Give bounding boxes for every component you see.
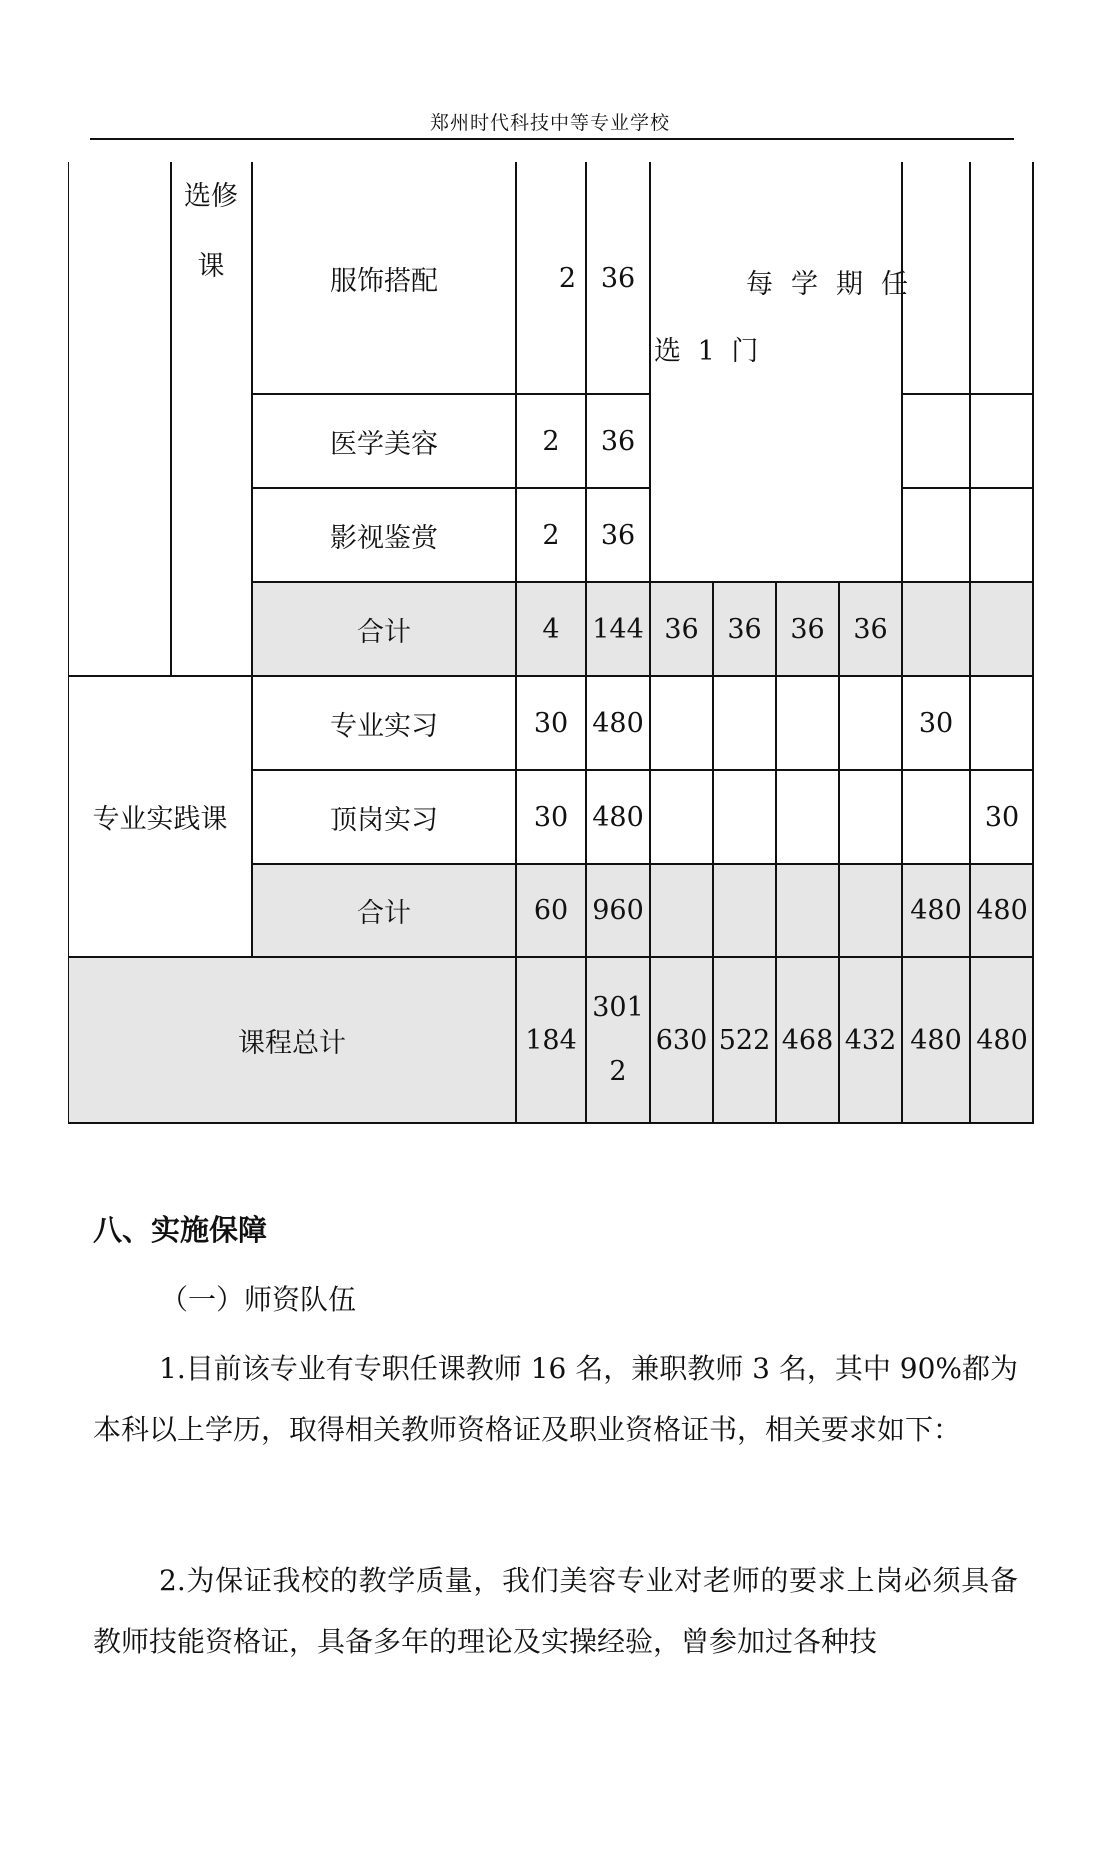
elective-group-label [184, 162, 244, 302]
practice-2-term-6: 30 [984, 801, 1020, 833]
elective-name-3: 影视鉴赏 [330, 522, 438, 554]
page-header: 郑州时代科技中等专业学校 [429, 112, 670, 134]
elective-note-line1: 每学期任 [746, 269, 926, 300]
grand-total-credits: 184 [525, 1024, 577, 1056]
practice-total-term-5: 480 [910, 895, 962, 926]
practice-1-term-5: 30 [918, 707, 954, 739]
elective-total-term-1: 36 [664, 613, 699, 645]
elective-total-term-2: 36 [727, 613, 762, 645]
elective-name-2: 医学美容 [330, 428, 438, 460]
grand-total-term-6: 480 [976, 1024, 1028, 1056]
practice-total-credits: 60 [533, 895, 569, 926]
elective-credits-2: 2 [542, 425, 560, 457]
grand-total-term-2: 522 [718, 1024, 771, 1056]
elective-hours-2: 36 [600, 425, 636, 457]
grand-total-term-4: 432 [844, 1024, 897, 1056]
elective-total-label: 合计 [357, 616, 411, 648]
paragraph-2: 2.为保证我校的教学质量，我们美容专业对老师的要求上岗必须具备教师技能资格证，具备多年的理论及实操经验，曾参加过各种技 [93, 1564, 1018, 1658]
elective-credits-1: 2 [558, 262, 576, 294]
header-rule [90, 138, 1014, 140]
practice-hours-2: 480 [592, 801, 644, 833]
practice-name-1: 专业实习 [330, 710, 438, 742]
elective-total-credits: 4 [542, 613, 560, 645]
practice-group-label: 专业实践课 [92, 804, 228, 835]
elective-total-term-3: 36 [790, 613, 825, 645]
elective-name-1: 服饰搭配 [330, 265, 438, 297]
practice-total-term-6: 480 [976, 895, 1028, 926]
practice-credits-2: 30 [533, 801, 569, 833]
practice-hours-1: 480 [592, 707, 644, 739]
elective-hours-3: 36 [600, 519, 636, 551]
elective-group-text: 选修课 [184, 181, 238, 282]
grand-total-hours-line2: 2 [609, 1056, 627, 1087]
grand-total-term-1: 630 [655, 1024, 708, 1056]
elective-credits-3: 2 [542, 519, 560, 551]
grand-total-term-3: 468 [781, 1024, 834, 1056]
grand-total-term-5: 480 [910, 1024, 962, 1056]
section-title: 八、实施保障 [93, 1213, 268, 1247]
paragraph-1: 1.目前该专业有专职任课教师 16 名，兼职教师 3 名，其中 90%都为本科以上学历，取得相关教师资格证及职业资格证书，相关要求如下： [93, 1352, 1018, 1446]
section-subtitle: （一）师资队伍 [160, 1283, 357, 1316]
elective-note-line2: 选 1 门 [654, 336, 763, 367]
grand-total-hours [586, 957, 650, 1123]
practice-credits-1: 30 [533, 707, 569, 739]
grand-total-label: 课程总计 [238, 1027, 346, 1059]
practice-name-2: 顶岗实习 [330, 804, 438, 836]
practice-total-hours: 960 [592, 895, 644, 926]
course-table [68, 162, 1034, 1125]
elective-hours-1: 36 [600, 262, 636, 294]
grand-total-hours-line1: 301 [592, 992, 644, 1023]
elective-total-term-4: 36 [853, 613, 888, 645]
elective-total-hours: 144 [592, 613, 644, 645]
practice-total-label: 合计 [357, 898, 411, 929]
